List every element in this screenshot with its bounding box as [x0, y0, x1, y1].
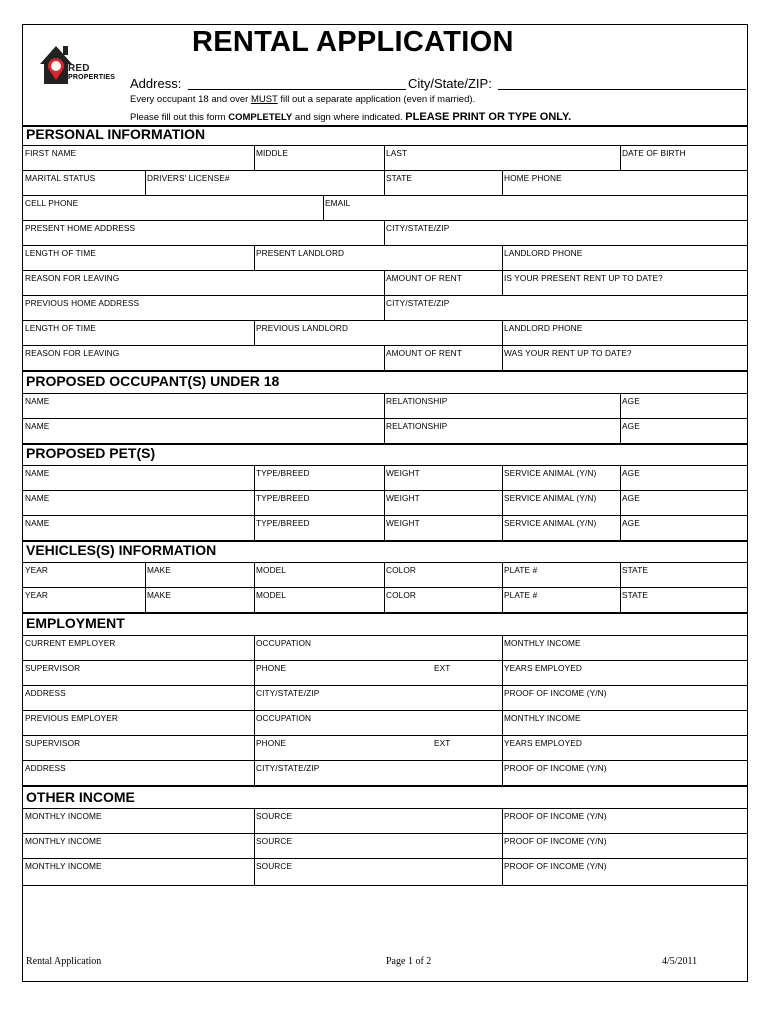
column-divider	[384, 465, 385, 540]
column-divider	[384, 270, 385, 295]
row-divider	[22, 465, 748, 466]
other-source-field[interactable]: SOURCE	[256, 811, 293, 821]
column-divider	[384, 145, 385, 170]
pet-type-field[interactable]: TYPE/BREED	[256, 493, 310, 503]
page-title: RENTAL APPLICATION	[192, 26, 514, 58]
present-address-field[interactable]: PRESENT HOME ADDRESS	[25, 223, 136, 233]
row-divider	[22, 418, 748, 419]
vehicle-plate-field[interactable]: PLATE #	[504, 565, 538, 575]
pet-age-field[interactable]: AGE	[622, 468, 640, 478]
row-divider	[22, 220, 748, 221]
pet-service-field[interactable]: SERVICE ANIMAL (Y/N)	[504, 493, 597, 503]
pet-service-field[interactable]: SERVICE ANIMAL (Y/N)	[504, 518, 597, 528]
occupant-name-field[interactable]: NAME	[25, 396, 50, 406]
previous-monthly-income-field[interactable]: MONTHLY INCOME	[504, 713, 581, 723]
previous-ext-field[interactable]: EXT	[434, 738, 451, 748]
column-divider	[502, 245, 503, 270]
column-divider	[502, 465, 503, 540]
supervisor-field[interactable]: SUPERVISOR	[25, 663, 81, 673]
previous-proof-of-income-field[interactable]: PROOF OF INCOME (Y/N)	[504, 763, 607, 773]
landlord-phone-field[interactable]: LANDLORD PHONE	[504, 248, 583, 258]
form-border	[22, 24, 748, 982]
row-divider	[22, 587, 748, 588]
pet-name-field[interactable]: NAME	[25, 493, 50, 503]
pet-service-field[interactable]: SERVICE ANIMAL (Y/N)	[504, 468, 597, 478]
pet-weight-field[interactable]: WEIGHT	[386, 468, 420, 478]
last-name-field[interactable]: LAST	[386, 148, 408, 158]
pet-name-field[interactable]: NAME	[25, 518, 50, 528]
row-divider	[22, 295, 748, 296]
row-divider	[22, 145, 748, 146]
previous-rent-up-to-date-field[interactable]: WAS YOUR RENT UP TO DATE?	[504, 348, 632, 358]
cell-phone-field[interactable]: CELL PHONE	[25, 198, 79, 208]
vehicle-model-field[interactable]: MODEL	[256, 565, 287, 575]
previous-amount-rent-field[interactable]: AMOUNT OF RENT	[386, 348, 462, 358]
column-divider	[323, 195, 324, 220]
other-source-field[interactable]: SOURCE	[256, 836, 293, 846]
row-divider	[22, 833, 748, 834]
occupant-note: Every occupant 18 and over MUST fill out a separate application (even if married).	[130, 94, 476, 105]
row-divider	[22, 635, 748, 636]
row-divider	[22, 345, 748, 346]
previous-occupation-field[interactable]: OCCUPATION	[256, 713, 312, 723]
vehicle-state-field[interactable]: STATE	[622, 590, 649, 600]
reason-for-leaving-field[interactable]: REASON FOR LEAVING	[25, 273, 120, 283]
previous-landlord-phone-field[interactable]: LANDLORD PHONE	[504, 323, 583, 333]
occupant-age-field[interactable]: AGE	[622, 396, 640, 406]
column-divider	[502, 808, 503, 885]
drivers-license-field[interactable]: DRIVERS' LICENSE#	[147, 173, 230, 183]
other-proof-field[interactable]: PROOF OF INCOME (Y/N)	[504, 861, 607, 871]
footer-title: Rental Application	[26, 956, 102, 967]
current-employer-field[interactable]: CURRENT EMPLOYER	[25, 638, 116, 648]
row-divider	[22, 612, 748, 614]
row-divider	[22, 562, 748, 563]
date-of-birth-field[interactable]: DATE OF BIRTH	[622, 148, 686, 158]
row-divider	[22, 170, 748, 171]
vehicle-color-field[interactable]: COLOR	[386, 590, 417, 600]
column-divider	[384, 345, 385, 370]
occupant-age-field[interactable]: AGE	[622, 421, 640, 431]
previous-phone-field[interactable]: PHONE	[256, 738, 287, 748]
section-pets: PROPOSED PET(S)	[26, 445, 156, 461]
employer-city-state-zip-field[interactable]: CITY/STATE/ZIP	[256, 688, 320, 698]
column-divider	[502, 320, 503, 345]
pet-weight-field[interactable]: WEIGHT	[386, 518, 420, 528]
pet-type-field[interactable]: TYPE/BREED	[256, 468, 310, 478]
column-divider	[254, 145, 255, 170]
other-source-field[interactable]: SOURCE	[256, 861, 293, 871]
employer-address-field[interactable]: ADDRESS	[25, 688, 66, 698]
other-monthly-income-field[interactable]: MONTHLY INCOME	[25, 836, 102, 846]
row-divider	[22, 270, 748, 271]
column-divider	[502, 270, 503, 295]
logo-text: RED PROPERTIES	[68, 63, 116, 81]
pet-age-field[interactable]: AGE	[622, 518, 640, 528]
column-divider	[254, 465, 255, 540]
previous-city-state-zip-field[interactable]: CITY/STATE/ZIP	[386, 298, 450, 308]
row-divider	[22, 660, 748, 661]
proof-of-income-field[interactable]: PROOF OF INCOME (Y/N)	[504, 688, 607, 698]
email-field[interactable]: EMAIL	[325, 198, 351, 208]
row-divider	[22, 858, 748, 859]
previous-landlord-field[interactable]: PREVIOUS LANDLORD	[256, 323, 349, 333]
occupant-relationship-field[interactable]: RELATIONSHIP	[386, 396, 448, 406]
row-divider	[22, 370, 748, 372]
pet-name-field[interactable]: NAME	[25, 468, 50, 478]
occupation-field[interactable]: OCCUPATION	[256, 638, 312, 648]
other-proof-field[interactable]: PROOF OF INCOME (Y/N)	[504, 836, 607, 846]
other-monthly-income-field[interactable]: MONTHLY INCOME	[25, 811, 102, 821]
previous-years-employed-field[interactable]: YEARS EMPLOYED	[504, 738, 582, 748]
fill-instructions: Please fill out this form COMPLETELY and sign where indicated. PLEASE PRINT OR TYPE ONLY.	[130, 111, 572, 123]
previous-employer-city-state-zip-field[interactable]: CITY/STATE/ZIP	[256, 763, 320, 773]
marital-status-field[interactable]: MARITAL STATUS	[25, 173, 96, 183]
column-divider	[620, 145, 621, 170]
vehicle-make-field[interactable]: MAKE	[147, 590, 171, 600]
other-monthly-income-field[interactable]: MONTHLY INCOME	[25, 861, 102, 871]
column-divider	[384, 170, 385, 195]
column-divider	[502, 170, 503, 195]
column-divider	[620, 465, 621, 540]
previous-length-field[interactable]: LENGTH OF TIME	[25, 323, 96, 333]
occupant-relationship-field[interactable]: RELATIONSHIP	[386, 421, 448, 431]
row-divider	[22, 393, 748, 394]
pet-weight-field[interactable]: WEIGHT	[386, 493, 420, 503]
previous-address-field[interactable]: PREVIOUS HOME ADDRESS	[25, 298, 140, 308]
column-divider	[502, 345, 503, 370]
column-divider	[384, 220, 385, 245]
previous-employer-address-field[interactable]: ADDRESS	[25, 763, 66, 773]
address-label: Address:	[130, 76, 182, 91]
vehicle-model-field[interactable]: MODEL	[256, 590, 287, 600]
address-input[interactable]	[188, 89, 406, 90]
footer-page-number: Page 1 of 2	[386, 956, 432, 967]
city-state-zip-input[interactable]	[498, 89, 746, 90]
footer-date: 4/5/2011	[662, 956, 698, 967]
vehicle-state-field[interactable]: STATE	[622, 565, 649, 575]
column-divider	[254, 808, 255, 885]
pet-age-field[interactable]: AGE	[622, 493, 640, 503]
row-divider	[22, 760, 748, 761]
first-name-field[interactable]: FIRST NAME	[25, 148, 77, 158]
present-city-state-zip-field[interactable]: CITY/STATE/ZIP	[386, 223, 450, 233]
column-divider	[254, 245, 255, 270]
amount-of-rent-field[interactable]: AMOUNT OF RENT	[386, 273, 462, 283]
vehicle-make-field[interactable]: MAKE	[147, 565, 171, 575]
previous-supervisor-field[interactable]: SUPERVISOR	[25, 738, 81, 748]
vehicle-year-field[interactable]: YEAR	[25, 590, 48, 600]
length-of-time-field[interactable]: LENGTH OF TIME	[25, 248, 96, 258]
row-divider	[22, 685, 748, 686]
home-phone-field[interactable]: HOME PHONE	[504, 173, 562, 183]
column-divider	[145, 170, 146, 195]
row-divider	[22, 808, 748, 809]
section-vehicles: VEHICLES(S) INFORMATION	[26, 542, 217, 558]
row-divider	[22, 195, 748, 196]
section-occupants: PROPOSED OCCUPANT(S) UNDER 18	[26, 373, 280, 389]
row-divider	[22, 515, 748, 516]
phone-field[interactable]: PHONE	[256, 663, 287, 673]
previous-reason-field[interactable]: REASON FOR LEAVING	[25, 348, 120, 358]
column-divider	[384, 295, 385, 320]
city-state-zip-label: City/State/ZIP:	[408, 76, 492, 91]
years-employed-field[interactable]: YEARS EMPLOYED	[504, 663, 582, 673]
vehicle-color-field[interactable]: COLOR	[386, 565, 417, 575]
other-proof-field[interactable]: PROOF OF INCOME (Y/N)	[504, 811, 607, 821]
column-divider	[254, 320, 255, 345]
rent-up-to-date-field[interactable]: IS YOUR PRESENT RENT UP TO DATE?	[504, 273, 663, 283]
row-divider	[22, 245, 748, 246]
occupant-name-field[interactable]: NAME	[25, 421, 50, 431]
row-divider	[22, 785, 748, 787]
row-divider	[22, 490, 748, 491]
monthly-income-field[interactable]: MONTHLY INCOME	[504, 638, 581, 648]
row-divider	[22, 320, 748, 321]
previous-employer-field[interactable]: PREVIOUS EMPLOYER	[25, 713, 118, 723]
ext-field[interactable]: EXT	[434, 663, 451, 673]
vehicle-year-field[interactable]: YEAR	[25, 565, 48, 575]
section-employment: EMPLOYMENT	[26, 615, 125, 631]
pet-type-field[interactable]: TYPE/BREED	[256, 518, 310, 528]
section-other-income: OTHER INCOME	[26, 789, 135, 805]
state-field[interactable]: STATE	[386, 173, 413, 183]
middle-name-field[interactable]: MIDDLE	[256, 148, 288, 158]
vehicle-plate-field[interactable]: PLATE #	[504, 590, 538, 600]
row-divider	[22, 710, 748, 711]
row-divider	[22, 735, 748, 736]
present-landlord-field[interactable]: PRESENT LANDLORD	[256, 248, 345, 258]
row-divider	[22, 885, 748, 886]
section-personal-information: PERSONAL INFORMATION	[26, 126, 206, 142]
